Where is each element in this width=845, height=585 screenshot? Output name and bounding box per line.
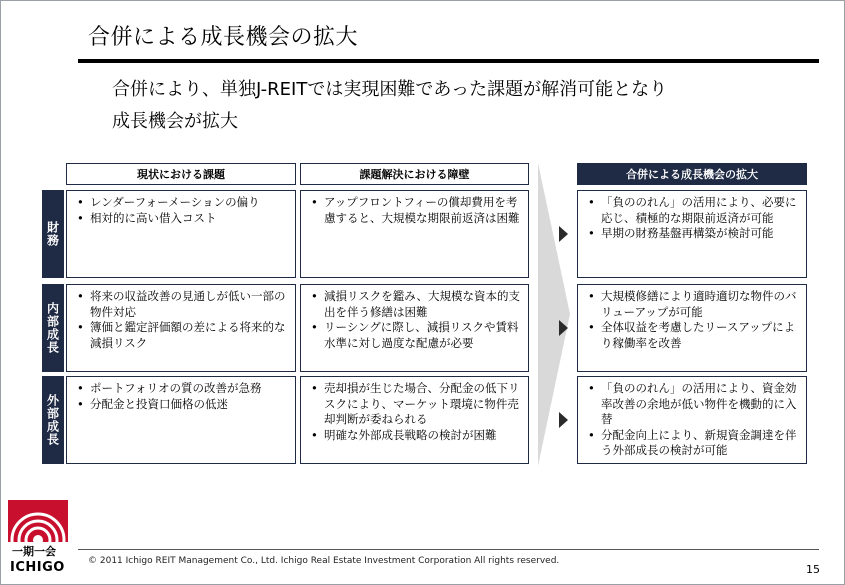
cell-finance-barrier <box>300 190 529 278</box>
cell-finance-merger <box>577 190 807 278</box>
list-item: • 大規模修繕により適時適切な物件のバリューアップが可能 <box>588 289 800 320</box>
list-item: • リーシングに際し、減損リスクや賃料水準に対し過度な配慮が必要 <box>311 320 522 351</box>
header-merger: 合併による成長機会の拡大 <box>577 163 807 185</box>
cell-finance-current <box>66 190 296 278</box>
list-item: • 早期の財務基盤再構築が検討可能 <box>588 226 800 242</box>
list-item: • 分配金と投資口価格の低迷 <box>77 397 289 413</box>
logo-english-text: ICHIGO <box>10 560 65 575</box>
row-label-external-growth: 外部成長 <box>42 376 64 464</box>
arrow-right-icon <box>559 412 568 428</box>
cell-external-current <box>66 376 296 464</box>
list-item: • 減損リスクを鑑み、大規模な資本的支出を伴う修繕は困難 <box>311 289 522 320</box>
page-number: 15 <box>806 563 820 576</box>
row-label-finance: 財務 <box>42 190 64 278</box>
list-item: • 明確な外部成長戦略の検討が困難 <box>311 428 522 444</box>
logo-japanese-text: 一期一会 <box>12 545 56 558</box>
list-item: • 「負ののれん」の活用により、資金効率改善の余地が低い物件を機動的に入替 <box>588 381 800 428</box>
arrow-right-icon <box>559 320 568 336</box>
cell-internal-merger <box>577 284 807 372</box>
slide-subtitle <box>112 74 667 138</box>
list-item: • 分配金向上により、新規資金調達を伴う外部成長の検討が可能 <box>588 428 800 459</box>
list-item: • 売却損が生じた場合、分配金の低下リスクにより、マーケット環境に物件売却判断が委ねられる <box>311 381 522 428</box>
arrow-right-icon <box>559 226 568 242</box>
footer-rule <box>78 549 819 550</box>
list-item: • 「負ののれん」の活用により、必要に応じ、積極的な期限前返済が可能 <box>588 195 800 226</box>
ichigo-logo-icon <box>8 500 68 542</box>
subtitle-line-2: 成長機会が拡大 <box>112 111 238 132</box>
copyright-footer: © 2011 Ichigo REIT Management Co., Ltd. Ichigo Real Estate Investment Corporation All rights reserved. <box>88 556 560 566</box>
cell-internal-current <box>66 284 296 372</box>
row-label-internal-growth: 内部成長 <box>42 284 64 372</box>
list-item: • 将来の収益改善の見通しが低い一部の物件対応 <box>77 289 289 320</box>
cell-external-merger <box>577 376 807 464</box>
list-item: • 全体収益を考慮したリースアップにより稼働率を改善 <box>588 320 800 351</box>
title-rule <box>78 59 819 63</box>
list-item: • 相対的に高い借入コスト <box>77 211 289 227</box>
list-item: • レンダーフォーメーションの偏り <box>77 195 289 211</box>
list-item: • ポートフォリオの質の改善が急務 <box>77 381 289 397</box>
list-item: • 簿価と鑑定評価額の差による将来的な減損リスク <box>77 320 289 351</box>
subtitle-line-1: 合併により、単独J-REITでは実現困難であった課題が解消可能となり <box>112 79 668 100</box>
slide-title: 合併による成長機会の拡大 <box>88 25 359 50</box>
cell-internal-barrier <box>300 284 529 372</box>
cell-external-barrier <box>300 376 529 464</box>
header-current: 現状における課題 <box>66 163 296 185</box>
header-barrier: 課題解決における障壁 <box>300 163 529 185</box>
list-item: • アップフロントフィーの償却費用を考慮すると、大規模な期限前返済は困難 <box>311 195 522 226</box>
